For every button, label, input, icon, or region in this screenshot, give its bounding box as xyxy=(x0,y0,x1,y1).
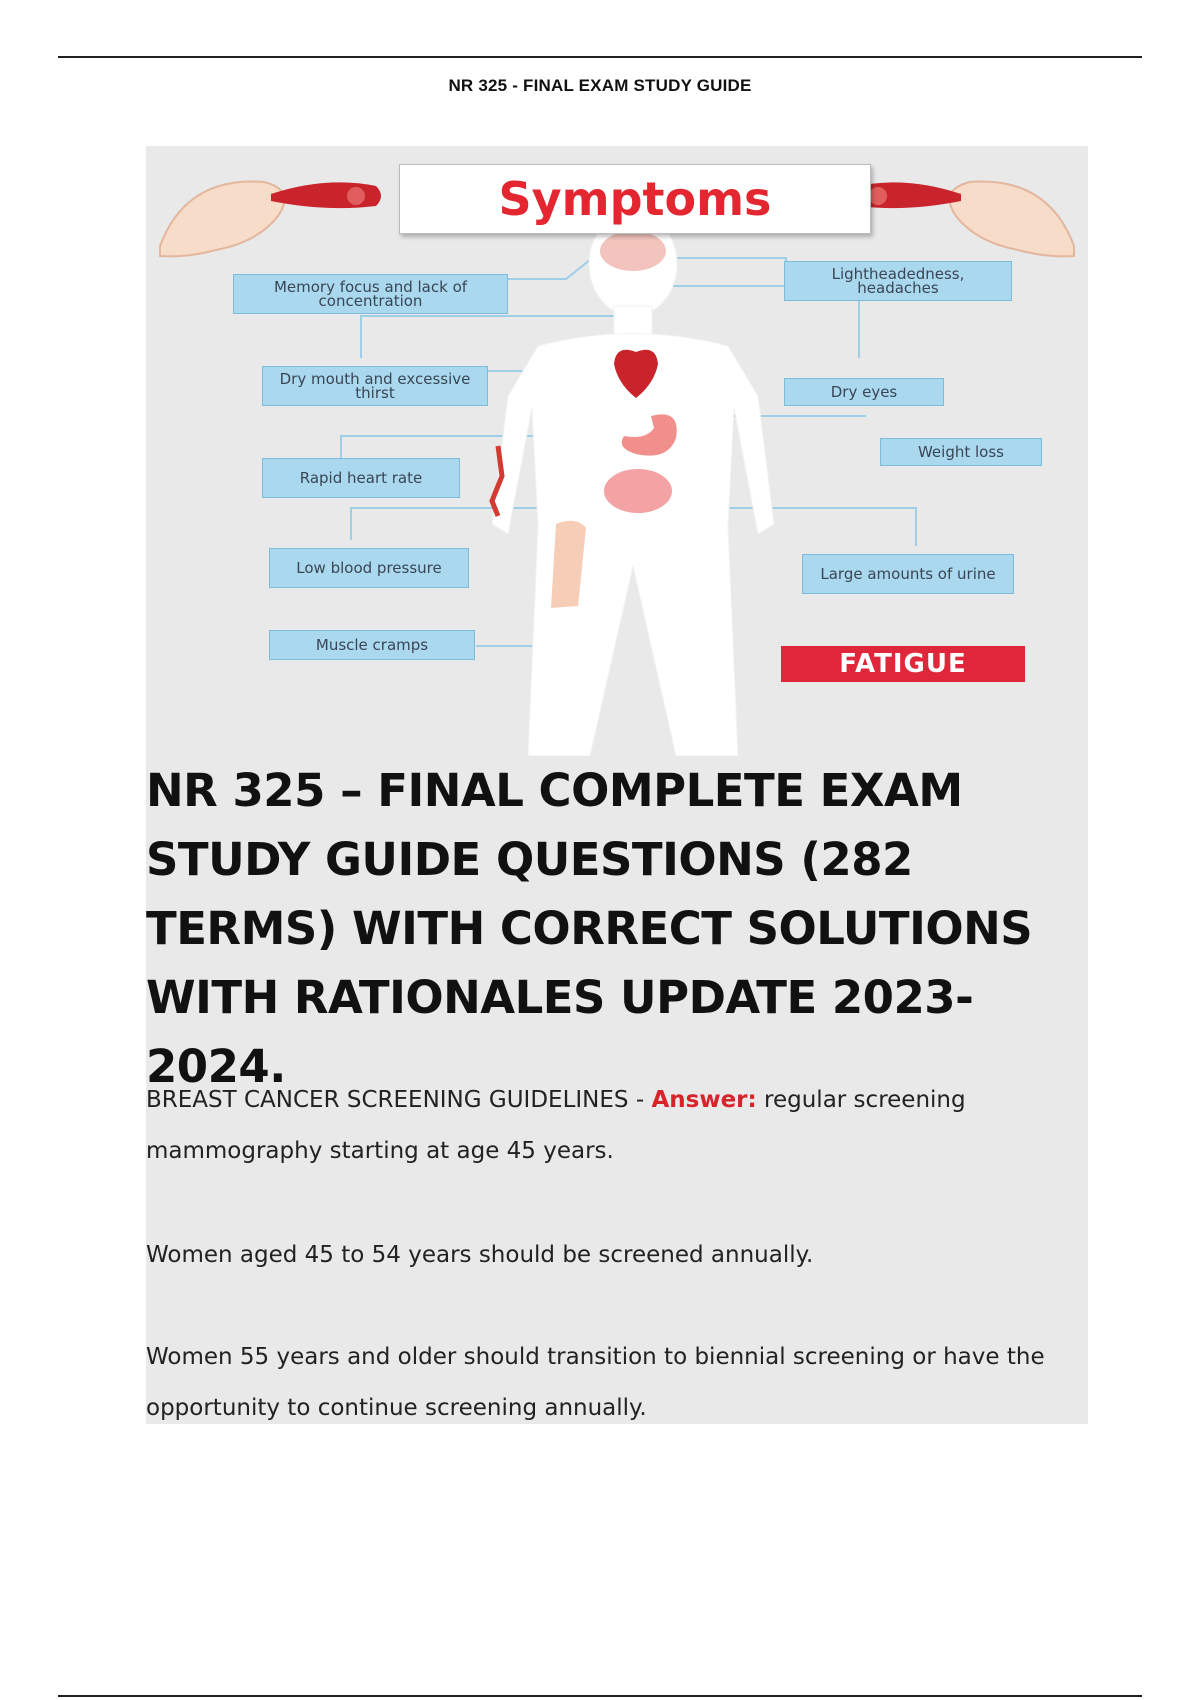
header-rule xyxy=(58,56,1142,58)
answer-text: regular screening mammography starting at age 45 years. xyxy=(146,1087,966,1164)
paragraph-biennial: Women 55 years and older should transition to biennial screening or have the opportunity to continue screening annually. xyxy=(146,1344,1045,1421)
content-panel xyxy=(146,146,1088,1424)
symptom-dry-eyes: Dry eyes xyxy=(784,378,944,406)
symptom-memory: Memory focus and lack of concentration xyxy=(233,274,508,314)
footer-rule xyxy=(58,1695,1142,1697)
symptom-heart-rate: Rapid heart rate xyxy=(262,458,460,498)
paragraph-annual: Women aged 45 to 54 years should be screened annually. xyxy=(146,1242,814,1268)
symptoms-title: Symptoms xyxy=(399,164,871,234)
question-paragraph xyxy=(146,1075,1076,1177)
symptom-lightheaded: Lightheadedness, headaches xyxy=(784,261,1012,301)
document-title: NR 325 – FINAL COMPLETE EXAM STUDY GUIDE QUESTIONS (282 TERMS) WITH CORRECT SOLUTIONS WITH RATIONALES UPDATE 2023-2024. xyxy=(146,764,1033,1093)
symptom-cramps: Muscle cramps xyxy=(269,630,475,660)
running-header: NR 325 - FINAL EXAM STUDY GUIDE xyxy=(448,76,752,95)
symptom-urine: Large amounts of urine xyxy=(802,554,1014,594)
symptoms-illustration xyxy=(146,146,1088,756)
fatigue-badge: FATIGUE xyxy=(781,646,1025,682)
answer-label: Answer: xyxy=(651,1087,757,1113)
symptom-blood-pressure: Low blood pressure xyxy=(269,548,469,588)
symptom-weight-loss: Weight loss xyxy=(880,438,1042,466)
symptom-dry-mouth: Dry mouth and excessive thirst xyxy=(262,366,488,406)
question-term: BREAST CANCER SCREENING GUIDELINES - xyxy=(146,1087,652,1113)
